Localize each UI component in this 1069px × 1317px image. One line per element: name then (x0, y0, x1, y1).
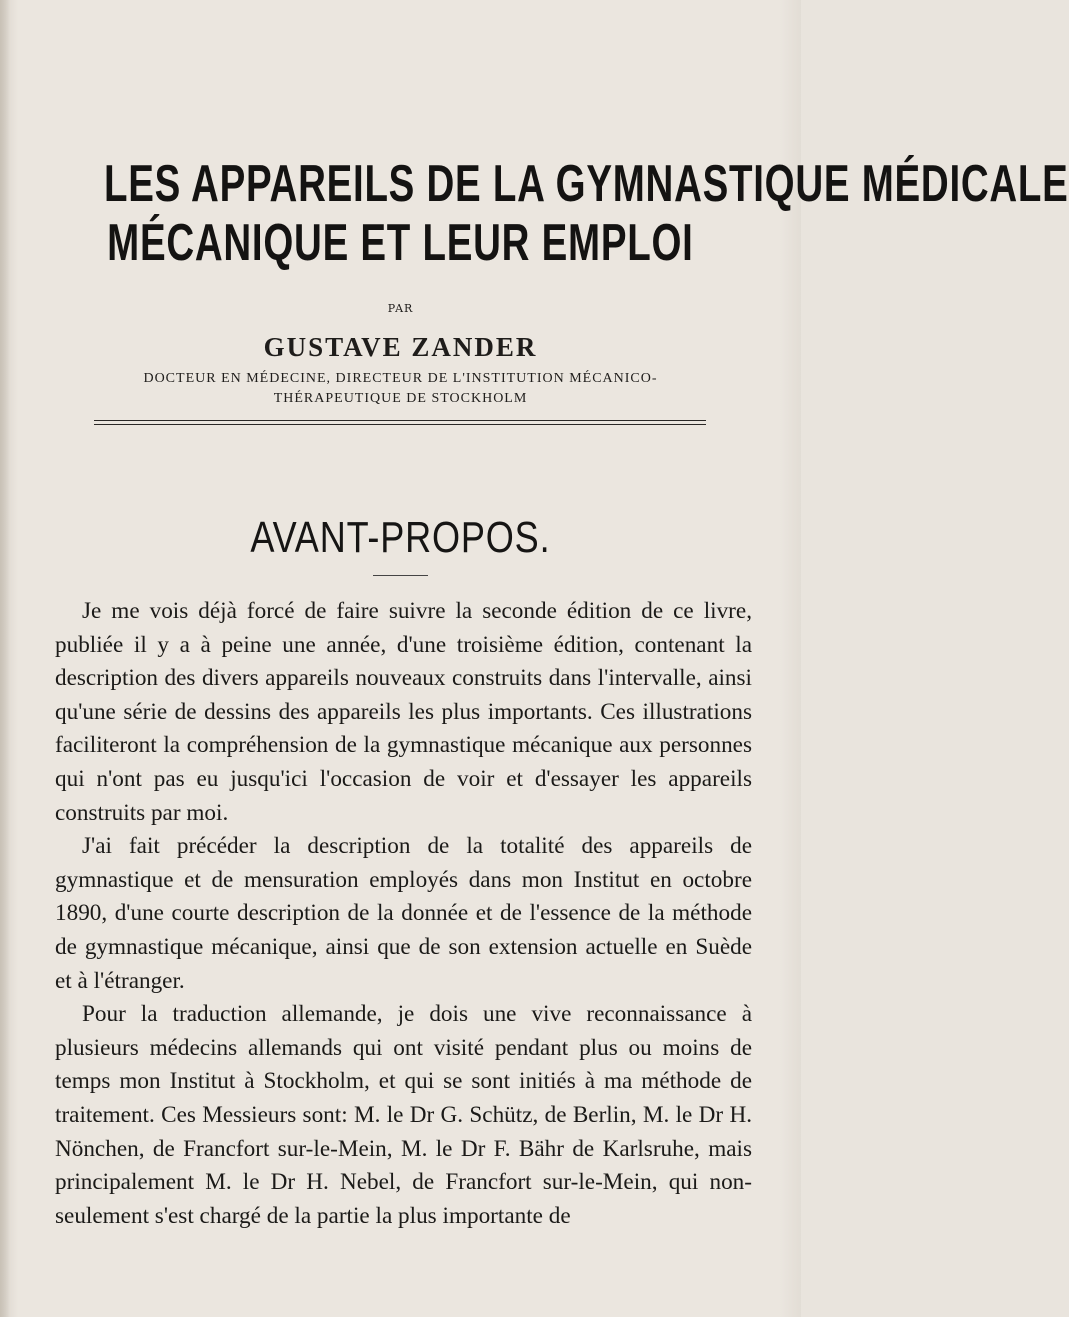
page-gutter-shadow (0, 0, 10, 1317)
book-title-line-1: LES APPAREILS DE LA GYMNASTIQUE MÉDICALE (104, 155, 1069, 213)
by-label: PAR (387, 302, 414, 315)
paragraph-3: Pour la traduction allemande, je dois une vive reconnaissance à plusieurs médecins allemands qui ont visité pendant plus ou moins de temps mon Institut à Stockholm, et qui se sont initiés à ma méthode de traitement. Ces Messieurs sont: M. le Dr G. Schütz, de Berlin, M. le Dr H. Nönchen, de Francfort sur-le-Mein, M. le Dr F. Bähr de Karlsruhe, mais principalement M. le Dr H. Nebel, de Francfort sur-le-Mein, qui non-seulement s'est chargé de la partie la plus importante de (55, 1001, 752, 1229)
book-title-line-2: MÉCANIQUE ET LEUR EMPLOI (107, 214, 694, 272)
section-heading: AVANT-PROPOS. (250, 513, 551, 562)
double-rule-bottom (94, 424, 706, 425)
credentials-line-1: DOCTEUR EN MÉDECINE, DIRECTEUR DE L'INSTITUTION MÉCANICO- (143, 371, 658, 386)
credentials-line-2: THÉRAPEUTIQUE DE STOCKHOLM (273, 391, 528, 406)
author-name: GUSTAVE ZANDER (263, 332, 538, 362)
body-text (55, 595, 752, 1233)
paragraph-1: Je me vois déjà forcé de faire suivre la seconde édition de ce livre, publiée il y a à peine une année, d'une troisième édition, contenant la description des divers appareils nouveaux construits dans l'intervalle, ainsi qu'une série de dessins des appareils les plus importants. Ces illustrations faciliteront la compréhension de la gymnastique mécanique aux personnes qui n'ont pas eu jusqu'ici l'occasion de voir et d'essayer les appareils construits par moi. (55, 598, 752, 826)
double-rule-top (94, 420, 706, 421)
author-credentials (0, 369, 801, 409)
heading-divider (373, 575, 428, 576)
paragraph-2: J'ai fait précéder la description de la totalité des appareils de gymnastique et de mensuration employés dans mon Institut en octobre 1890, d'une courte description de la donnée et de l'essence de la méthode de gymnastique mécanique, ainsi que de son extension actuelle en Suède et à l'étranger. (55, 833, 752, 994)
